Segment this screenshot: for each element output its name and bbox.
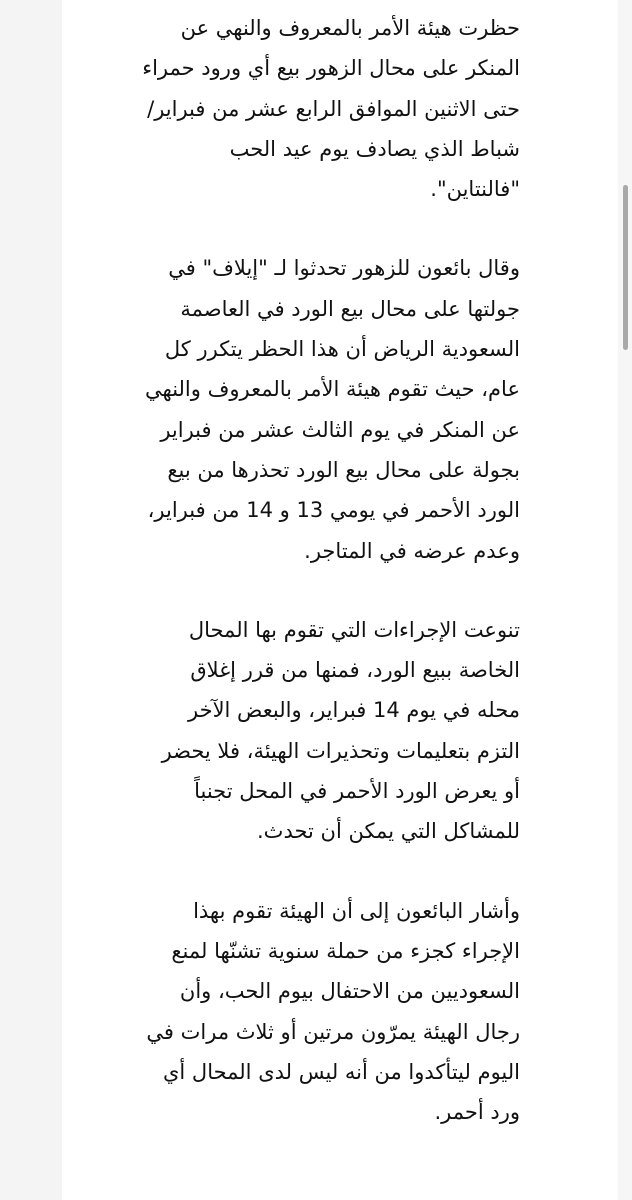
article-paragraph: وقال بائعون للزهور تحدثوا لـ "إيلاف" في جولتها على محال بيع الورد في العاصمة السعودية الرياض أن هذا الحظر يتكرر كل عام، حيث تقوم هيئة الأمر بالمعروف والنهي عن المنكر في يوم الثالث عشر من فبراير بجولة على محال بيع الورد تحذرها من بيع الورد الأحمر في يومي 13 و 14 من فبراير، وعدم عرضه في المتاجر. (145, 256, 520, 563)
article-paragraph: وأشار البائعون إلى أن الهيئة تقوم بهذا الإجراء كجزء من حملة سنوية تشنّها لمنع السعوديين من الاحتفال بيوم الحب، وأن رجال الهيئة يمرّون مرتين أو ثلاث مرات في اليوم ليتأكدوا من أنه ليس لدى المحال أي ورد أحمر. (146, 898, 520, 1125)
left-margin (0, 0, 62, 1200)
article-paragraph: حظرت هيئة الأمر بالمعروف والنهي عن المنكر على محال الزهور بيع أي ورود حمراء حتى الاثنين الموافق الرابع عشر من فبراير/ شباط الذي يصادف يوم عيد الحب "فالنتاين". (142, 16, 520, 202)
article-body (80, 0, 520, 1132)
scrollbar-thumb[interactable] (623, 185, 628, 350)
article-paragraph: تنوعت الإجراءات التي تقوم بها المحال الخاصة ببيع الورد، فمنها من قرر إغلاق محله في يوم 14 فبراير، والبعض الآخر التزم بتعليمات وتحذيرات الهيئة، فلا يحضر أو يعرض الورد الأحمر في المحل تجنباً للمشاكل التي يمكن أن تحدث. (161, 617, 520, 844)
scrollbar-track[interactable] (618, 0, 632, 1200)
